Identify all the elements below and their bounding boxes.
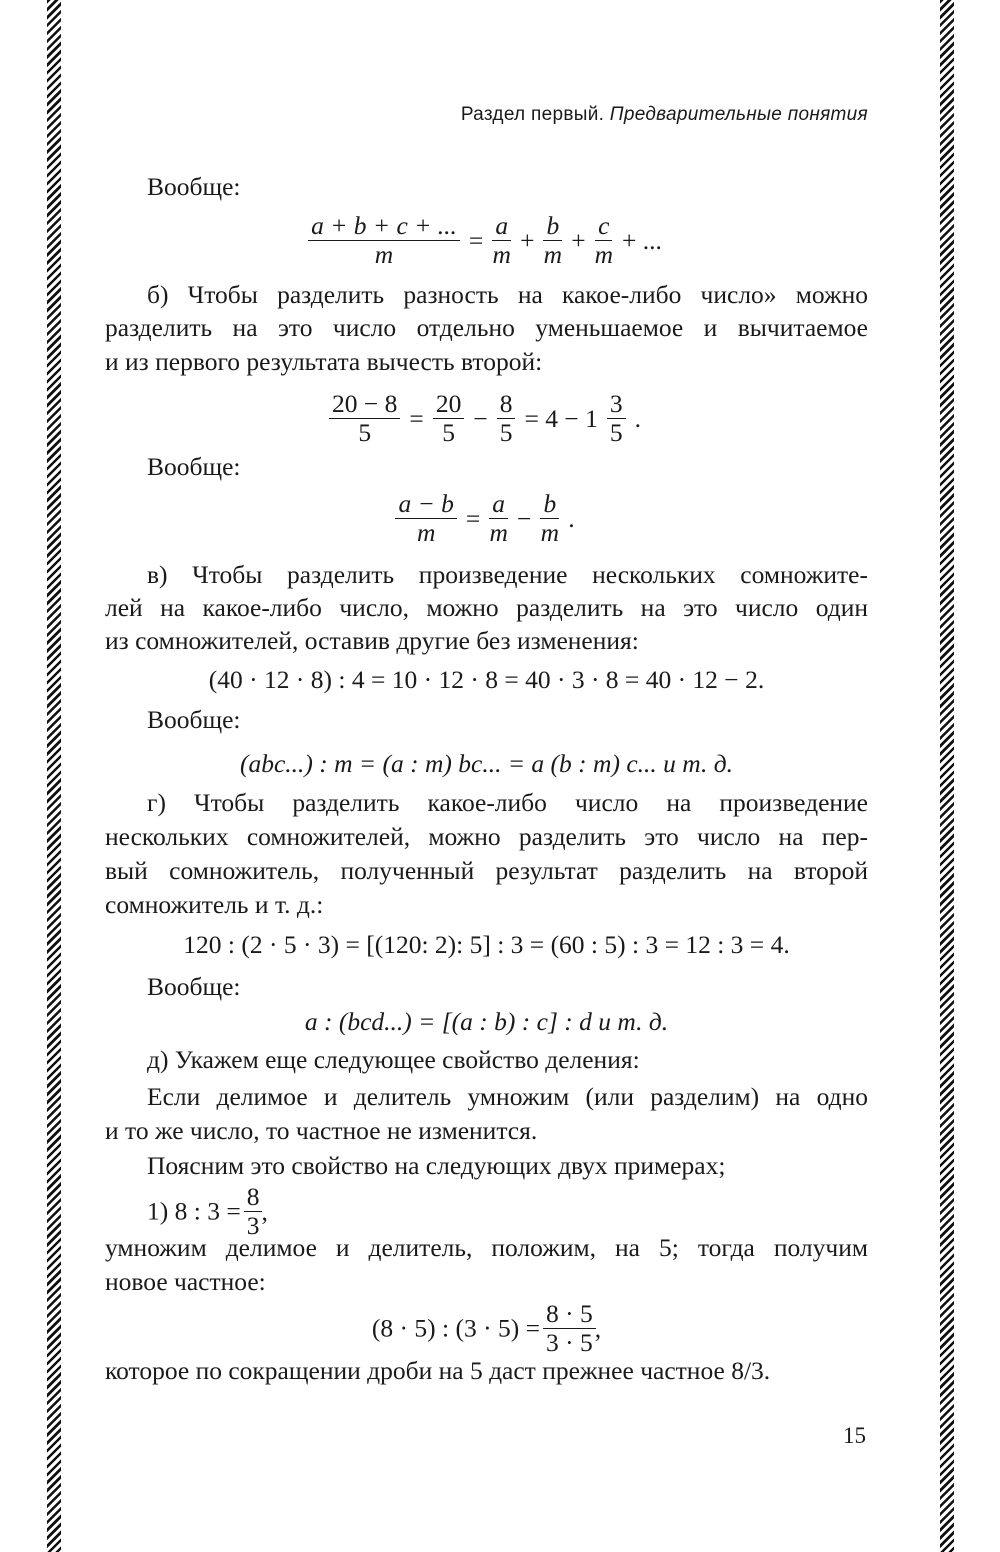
right-decorative-border bbox=[940, 0, 954, 1552]
example-1: 1) 8 : 3 = $\frac{8}{3}$ , bbox=[147, 1182, 268, 1240]
formula-sum-division: $\frac{a + b + c + ...}{m}$ = $\frac{a}{m}$ + $\frac{b}{m}$ + $\frac{c}{m}$ + ... bbox=[105, 212, 868, 269]
formula-new-quotient: (8 · 5) : (3 · 5) = $\frac{8 \cdot 5}{3 \cdot 5}$ , bbox=[371, 1299, 602, 1357]
formula-difference-general: $\frac{a - b}{m}$ = $\frac{a}{m}$ − $\frac{b}{m}$ . bbox=[105, 490, 868, 547]
vooshche-label: Вообще: bbox=[147, 705, 241, 734]
header-section: Раздел первый. bbox=[460, 104, 605, 125]
formula-product-general: (abc...) : m = (a : m) bc... = a (b : m) c... и т. д. bbox=[239, 749, 734, 778]
paragraph-g-line: вый сомножитель, полученный результат разделить на второй bbox=[105, 856, 868, 885]
paragraph-v-line: в) Чтобы разделить произведение нескольких сомножите- bbox=[147, 560, 868, 589]
paragraph-d: д) Укажем еще следующее свойство деления: bbox=[147, 1045, 640, 1074]
paragraph-b-line: б) Чтобы разделить разность на какое-либо число» можно bbox=[147, 280, 868, 309]
paragraph-g-line: г) Чтобы разделить какое-либо число на произведение bbox=[147, 788, 868, 817]
paragraph-b-line: и из первого результата вычесть второй: bbox=[105, 347, 543, 376]
paragraph-v-line: лей на какое-либо число, можно разделить на это число один bbox=[105, 593, 868, 622]
multiply-line: умножим делимое и делитель, положим, на 5; тогда получим bbox=[105, 1233, 868, 1262]
rule-line: и то же число, то частное не изменится. bbox=[105, 1116, 538, 1145]
running-header bbox=[461, 104, 868, 126]
left-decorative-border bbox=[47, 0, 61, 1552]
vooshche-label: Вообще: bbox=[147, 172, 241, 201]
vooshche-label: Вообще: bbox=[147, 972, 241, 1001]
explanation-line: Поясним это свойство на следующих двух примерах; bbox=[147, 1151, 726, 1180]
formula-product-example: (40 · 12 · 8) : 4 = 10 · 12 · 8 = 40 · 3 · 8 = 40 · 12 − 2. bbox=[208, 665, 765, 694]
paragraph-g-line: нескольких сомножителей, можно разделить это число на пер- bbox=[105, 822, 868, 851]
multiply-line: новое частное: bbox=[105, 1267, 266, 1296]
vooshche-label: Вообще: bbox=[147, 452, 241, 481]
conclusion-line: которое по сокращении дроби на 5 даст прежнее частное 8/3. bbox=[105, 1356, 771, 1385]
paragraph-b-line: разделить на это число отдельно уменьшаемое и вычитаемое bbox=[105, 313, 868, 342]
formula-difference-example: $\frac{20 - 8}{5}$ = $\frac{20}{5}$ − $\frac{8}{5}$ = 4 − 1 $\frac{3}{5}$ . bbox=[105, 390, 868, 447]
rule-line: Если делимое и делитель умножим (или разделим) на одно bbox=[147, 1082, 868, 1111]
page-number: 15 bbox=[843, 1423, 866, 1448]
paragraph-v-line: из сомножителей, оставив другие без изменения: bbox=[105, 626, 639, 655]
formula-divide-by-product-example: 120 : (2 · 5 · 3) = [(120: 2): 5] : 3 = (60 : 5) : 3 = 12 : 3 = 4. bbox=[183, 930, 790, 959]
header-title: Предварительные понятия bbox=[609, 104, 868, 125]
formula-divide-by-product-general: a : (bcd...) = [(a : b) : c] : d и т. д. bbox=[304, 1007, 669, 1036]
paragraph-g-line: сомножитель и т. д.: bbox=[105, 890, 324, 919]
